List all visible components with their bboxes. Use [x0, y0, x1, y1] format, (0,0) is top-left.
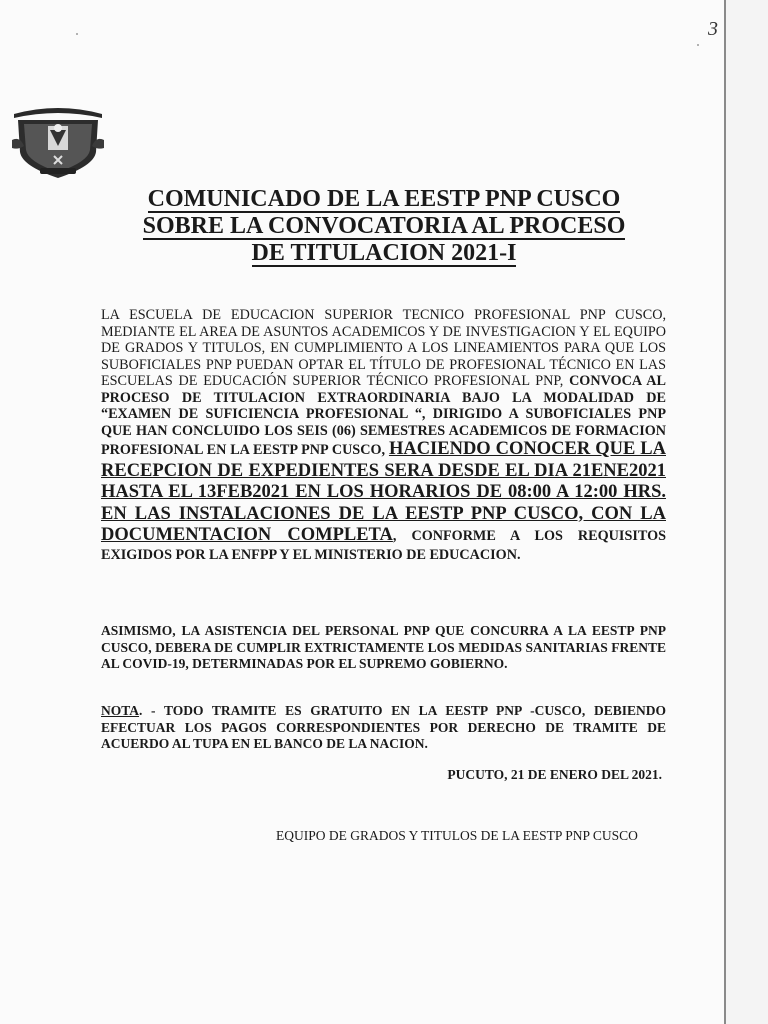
page-number-mark: 3 — [708, 18, 718, 40]
note-label: NOTA — [101, 703, 140, 718]
convoca-text: CONVOCA AL PROCESO DE TITULACION EXTRAORDINARIA BAJO LA MODALIDAD DE “EXAMEN DE SUFICIENCIA PROFESIONAL “, DIRIGIDO A SUBOFICIALES PNP QUE HAN CONCLUIDO LOS SEIS (06) SEMESTRES ACADEMICOS DE FORMACION PROFESIONAL EN LA EESTP PNP CUSCO, — [101, 373, 666, 458]
covid-measures-paragraph: ASIMISMO, LA ASISTENCIA DEL PERSONAL PNP QUE CONCURRA A LA EESTP PNP CUSCO, DEBERA DE CUMPLIR EXTRICTAMENTE LOS MEDIDAS SANITARIAS FRENTE AL COVID-19, DETERMINADAS POR EL SUPREMO GOBIERNO. — [101, 623, 666, 671]
document-date: PUCUTO, 21 DE ENERO DEL 2021. — [447, 767, 662, 782]
title-line-1: COMUNICADO DE LA EESTP PNP CUSCO — [147, 186, 621, 212]
page-margin — [726, 0, 768, 1024]
requirements-text: , CONFORME A LOS REQUISITOS EXIGIDOS POR LA ENFPP Y EL MINISTERIO DE EDUCACION. — [101, 528, 666, 563]
document-title — [100, 186, 668, 267]
reception-dates-text: HACIENDO CONOCER QUE LA RECEPCION DE EXPEDIENTES SERA DESDE EL DIA 21ENE2021 HASTA EL 13FEB2021 EN LOS HORARIOS DE 08:00 A 12:00 HRS. — [101, 439, 666, 502]
title-line-3: DE TITULACION 2021-I — [251, 240, 517, 266]
school-emblem-logo — [10, 100, 106, 182]
installations-text: EN LAS INSTALACIONES DE LA EESTP PNP CUSCO, CON LA DOCUMENTACION COMPLETA — [101, 503, 666, 545]
title-line-2: SOBRE LA CONVOCATORIA AL PROCESO — [142, 213, 626, 239]
scan-speck — [697, 44, 699, 46]
signature-line: EQUIPO DE GRADOS Y TITULOS DE LA EESTP PNP CUSCO — [276, 828, 638, 843]
page-edge-line — [724, 0, 726, 1024]
intro-text: LA ESCUELA DE EDUCACION SUPERIOR TECNICO PROFESIONAL PNP CUSCO, MEDIANTE EL AREA DE ASUNTOS ACADEMICOS Y DE INVESTIGACION Y EL EQUIPO DE GRADOS Y TITULOS, EN CUMPLIMIENTO A LOS LINEAMIENTOS PARA QUE LOS SUBOFICIALES PNP PUEDAN OPTAR EL TÍTULO DE PROFESIONAL TÉCNICO EN LAS ESCUELAS DE EDUCACIÓN SUPERIOR TÉCNICO PROFESIONAL PNP, — [101, 307, 666, 389]
scan-speck — [76, 33, 78, 35]
note-paragraph — [101, 703, 666, 753]
main-paragraph — [101, 307, 666, 563]
note-text: . - TODO TRAMITE ES GRATUITO EN LA EESTP PNP -CUSCO, DEBIENDO EFECTUAR LOS PAGOS CORRESPONDIENTES POR DERECHO DE TRAMITE DE ACUERDO AL TUPA EN EL BANCO DE LA NACION. — [101, 703, 666, 751]
